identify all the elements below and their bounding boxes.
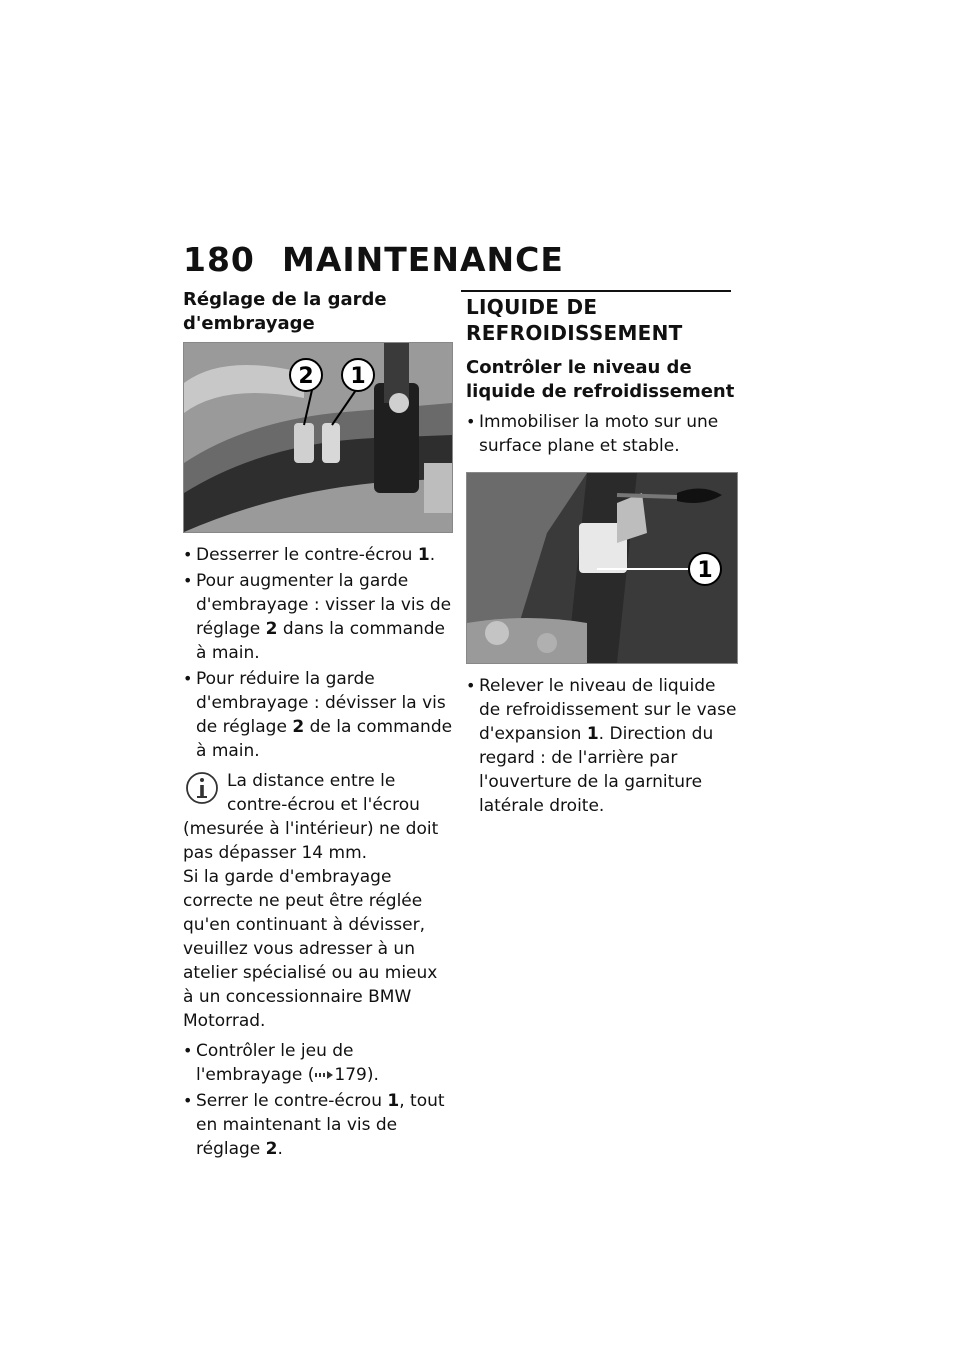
- left-column: [183, 288, 453, 1163]
- ref-number: 2: [265, 1139, 278, 1159]
- ref-number: 1: [586, 724, 599, 744]
- ref-number: 1: [387, 1091, 400, 1111]
- clutch-lever-figure: [183, 342, 453, 533]
- ref-number: 2: [265, 619, 278, 639]
- clutch-steps: [183, 543, 453, 763]
- right-column: [466, 288, 740, 820]
- page-header: [183, 240, 743, 280]
- list-item: • Contrôler le jeu de l'embrayage ( 179).: [183, 1039, 453, 1087]
- list-item: • Relever le niveau de liquide de refroidissement sur le vase d'expansion 1. Direction du regard : de l'arrière par l'ouverture de la garniture latérale droite.: [466, 674, 740, 818]
- ref-number: 1: [417, 545, 430, 565]
- note-paragraph: La distance entre le contre-écrou et l'écrou (mesurée à l'intérieur) ne doit pas dépasser 14 mm.: [183, 771, 439, 863]
- list-item: • Desserrer le contre-écrou 1.: [183, 543, 453, 567]
- coolant-section-title: LIQUIDE DE REFROIDISSEMENT: [466, 295, 683, 345]
- list-item: • Pour augmenter la garde d'embrayage : visser la vis de réglage 2 dans la commande à main.: [183, 569, 453, 665]
- clutch-steps-final: [183, 1039, 453, 1161]
- coolant-steps-final: [466, 674, 740, 818]
- page-reference-icon: [314, 1070, 334, 1080]
- info-icon: [183, 769, 221, 807]
- list-item: • Serrer le contre-écrou 1, tout en maintenant la vis de réglage 2.: [183, 1089, 453, 1161]
- ref-number: 2: [292, 717, 305, 737]
- chapter-title: MAINTENANCE: [282, 240, 564, 279]
- list-item: • Immobiliser la moto sur une surface plane et stable.: [466, 410, 740, 458]
- coolant-heading: Contrôler le niveau de liquide de refroidissement: [466, 357, 735, 402]
- clutch-heading: Réglage de la garde d'embrayage: [183, 289, 387, 334]
- coolant-steps: [466, 410, 740, 458]
- page-number: 180: [183, 240, 255, 279]
- page-reference[interactable]: 179: [334, 1065, 367, 1085]
- coolant-tank-figure: [466, 472, 738, 664]
- note-paragraph: Si la garde d'embrayage correcte ne peut être réglée qu'en continuant à dévisser, veuillez vous adresser à un atelier spécialisé ou au mieux à un concessionnaire BMW Motorrad.: [183, 867, 438, 1031]
- figure-label-2: 2: [298, 364, 314, 389]
- figure-label-1: 1: [697, 558, 713, 583]
- list-item: • Pour réduire la garde d'embrayage : dévisser la vis de réglage 2 de la commande à main.: [183, 667, 453, 763]
- info-note: [183, 769, 453, 1033]
- figure-label-1: 1: [350, 364, 366, 389]
